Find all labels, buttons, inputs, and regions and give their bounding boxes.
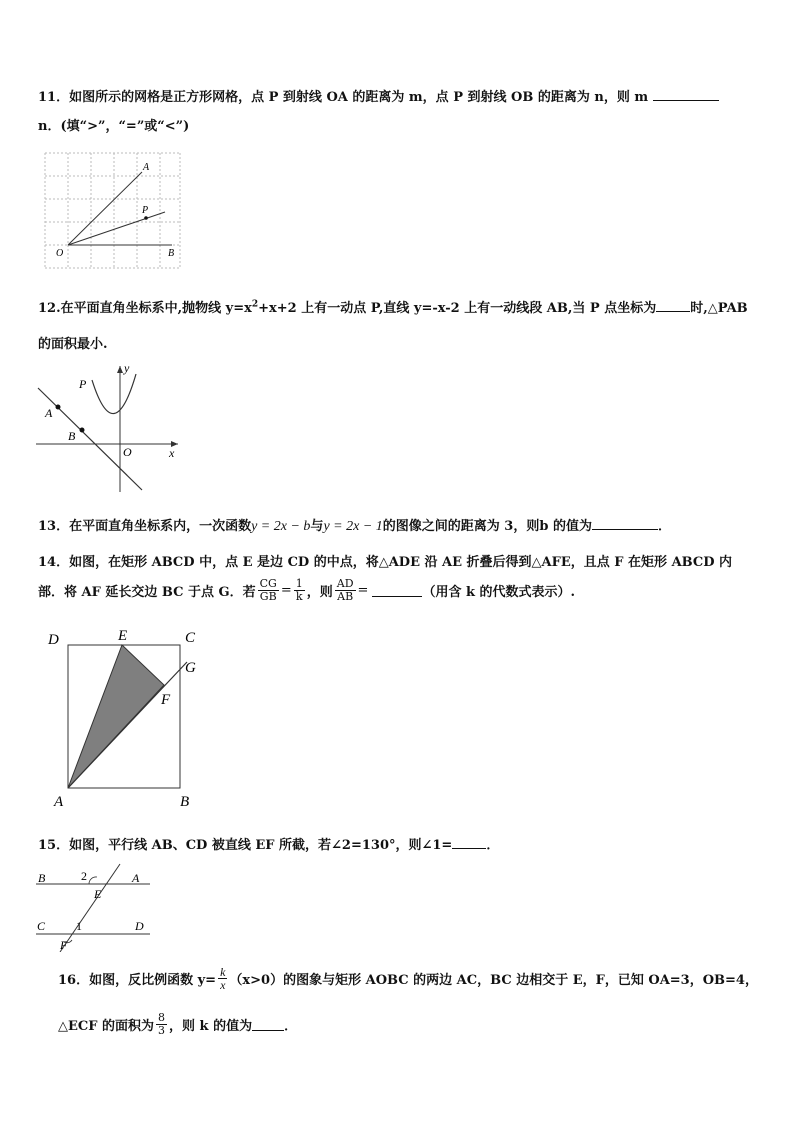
grid (45, 153, 180, 268)
label-c: C (185, 630, 196, 646)
q15-figure (34, 862, 152, 952)
q13-blank[interactable] (592, 517, 658, 530)
ray-oa (68, 172, 142, 245)
q11-text: 11．如图所示的网格是正方形网格，点 P 到射线 OA 的距离为 m，点 P 到射线 OB 的距离为 n，则 m (38, 90, 649, 105)
q12-line2: 的面积最小. (38, 337, 108, 352)
q15-end: ． (486, 838, 500, 853)
label-o: O (56, 248, 64, 259)
q13-end: ． (657, 519, 671, 534)
frac-num: k (220, 965, 226, 979)
q11-line1 (38, 86, 719, 105)
q15-blank[interactable] (452, 836, 486, 849)
frac-num: 1 (295, 577, 303, 590)
label-a: A (54, 794, 64, 810)
frac-den: GB (259, 590, 277, 603)
label-angle-1: 1 (76, 919, 82, 933)
label-b: B (168, 248, 175, 259)
q16-line2 (58, 1012, 297, 1037)
q11-blank[interactable] (653, 88, 719, 101)
q14-fraction-1-k (294, 578, 305, 603)
q16-blank[interactable] (252, 1018, 284, 1031)
label-g: G (185, 660, 196, 676)
label-e: E (94, 887, 102, 901)
frac-den: 3 (158, 1024, 166, 1037)
line-ab (38, 388, 142, 490)
q16-text-d: ，则 k 的值为 (169, 1019, 253, 1034)
label-f: F (60, 938, 68, 952)
q14-line2 (38, 578, 575, 603)
frac-den: x (220, 978, 226, 992)
label-f: F (161, 692, 171, 708)
q13-text-a: 13．在平面直角坐标系内，一次函数 (38, 519, 252, 534)
q16-text-a: 16．如图，反比例函数 y= (58, 973, 217, 988)
frac-num: AD (336, 577, 354, 590)
label-o: O (123, 445, 132, 459)
q14-text-b: ，则 (306, 585, 333, 600)
q14-fraction-cg-gb (258, 578, 279, 603)
line-ef (60, 864, 120, 952)
q12-text-b: +x+2 上有一动点 P,直线 y=-x-2 上有一动线段 AB,当 P 点坐标为 (258, 301, 657, 316)
label-e: E (118, 628, 128, 644)
q15-text: 15．如图，平行线 AB、CD 被直线 EF 所截，若∠2=130°，则∠1= (38, 838, 453, 853)
q16-text-b: （x>0）的图象与矩形 AOBC 的两边 AC，BC 边相交于 E，F，已知 OA=3，OB=4， (229, 973, 758, 988)
q13-formula-2: y = 2x − 1 (323, 519, 383, 534)
q11-line2: n．(填“>”，“=”或“<”) (38, 119, 190, 134)
label-a: A (143, 162, 150, 173)
label-x: x (169, 446, 175, 460)
label-d: D (48, 632, 59, 648)
q16-fraction-k-x (218, 966, 227, 991)
frac-num: 8 (158, 1011, 166, 1024)
q14-blank[interactable] (372, 584, 422, 597)
label-b: B (68, 429, 76, 443)
angle-2-arc (89, 877, 97, 884)
parabola (92, 374, 136, 414)
q14-equals-2: = (357, 583, 369, 598)
frac-num: CG (259, 577, 277, 590)
label-b: B (38, 871, 46, 885)
q14-text-c: （用含 k 的代数式表示）. (422, 585, 576, 600)
q16-text-c: △ECF 的面积为 (58, 1019, 155, 1034)
q12-superscript: 2 (251, 299, 259, 310)
label-p: P (79, 377, 87, 391)
q14-text-a: 部．将 AF 延长交边 BC 于点 G．若 (38, 585, 256, 600)
frac-den: k (295, 590, 303, 603)
q13-text-b: 的图像之间的距离为 3，则b 的值为 (382, 519, 592, 534)
label-d: D (135, 919, 144, 933)
ray-op (68, 212, 165, 245)
q12-text-c: 时,△PAB (690, 301, 748, 316)
q14-line1: 14．如图，在矩形 ABCD 中，点 E 是边 CD 的中点，将△ADE 沿 AE 折叠后得到△AFE，且点 F 在矩形 ABCD 内 (38, 555, 733, 570)
q16-line1 (58, 966, 758, 991)
q16-end: ． (284, 1019, 298, 1034)
label-angle-2: 2 (81, 869, 87, 883)
q13-formula-1: y = 2x − b (251, 519, 311, 534)
y-arrow (117, 366, 123, 373)
q12-text-a: 12.在平面直角坐标系中,抛物线 y=x (38, 301, 252, 316)
point-b (80, 428, 85, 433)
q13-and: 与 (310, 519, 324, 534)
label-c: C (37, 919, 46, 933)
triangle-afe (68, 645, 164, 788)
label-a: A (132, 871, 140, 885)
q13-line (38, 515, 671, 535)
q12-figure (36, 360, 186, 495)
point-p (144, 216, 148, 220)
q11-figure (40, 150, 185, 272)
label-y: y (124, 361, 130, 375)
point-a (56, 405, 61, 410)
q14-fraction-ad-ab (335, 578, 356, 603)
label-b: B (180, 794, 190, 810)
q16-fraction-8-3 (156, 1012, 167, 1037)
label-a: A (45, 406, 53, 420)
q15-line (38, 834, 499, 853)
label-p: P (142, 205, 149, 216)
q14-equals: = (280, 583, 292, 598)
frac-den: AB (337, 590, 354, 603)
q14-figure (40, 622, 210, 812)
q12-line1 (38, 297, 748, 316)
q12-blank[interactable] (656, 299, 690, 312)
